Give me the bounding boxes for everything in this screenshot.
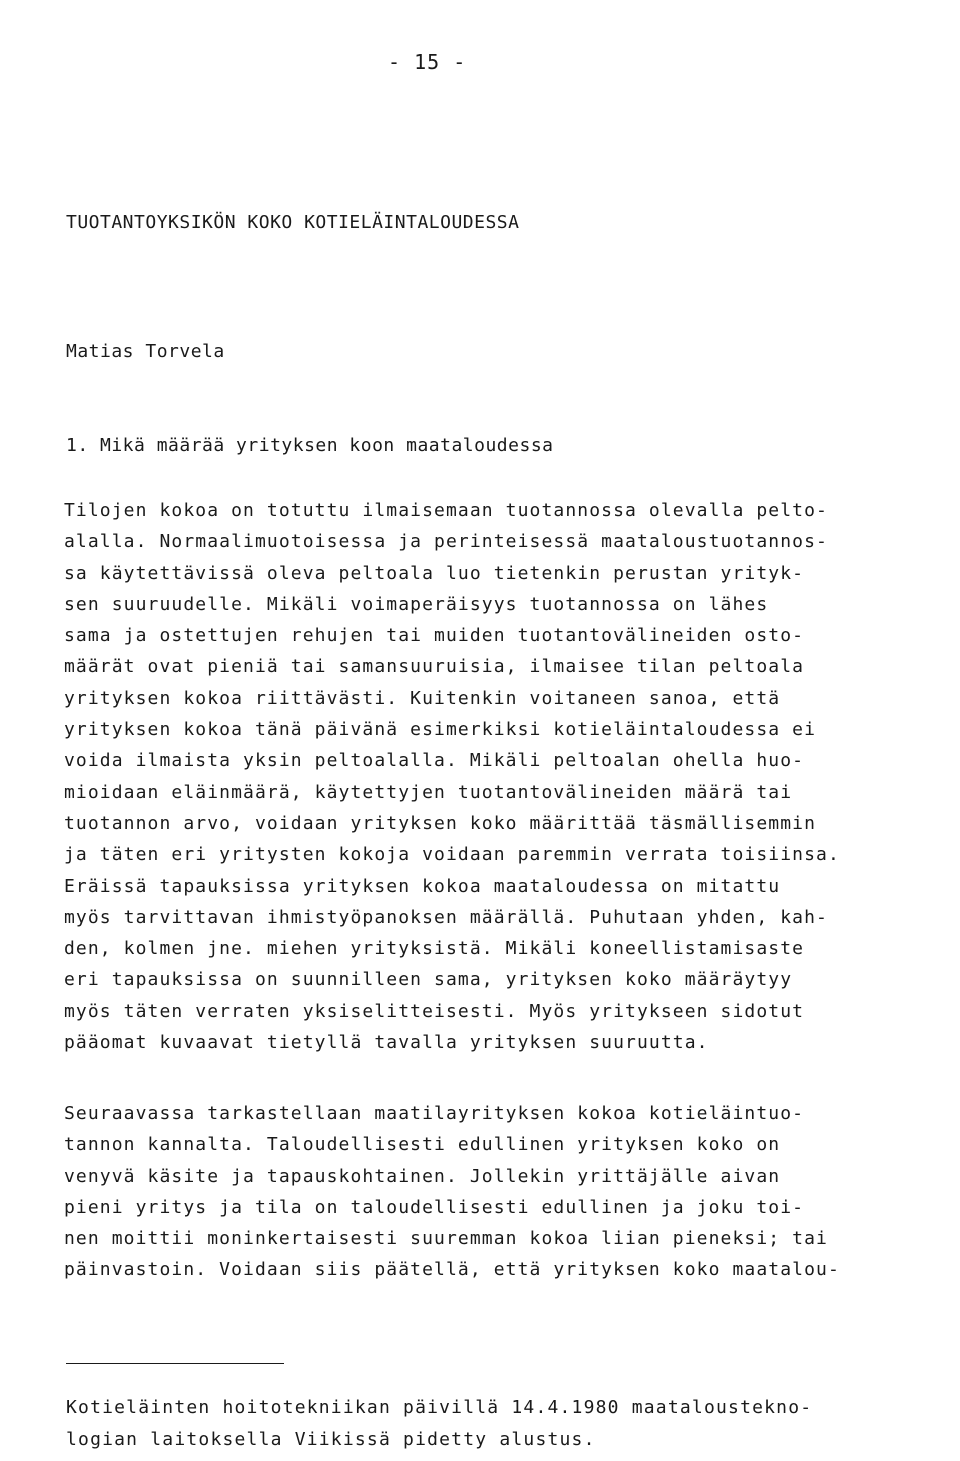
article-title: TUOTANTOYKSIKÖN KOKO KOTIELÄINTALOUDESSA — [66, 212, 520, 233]
text-line: tannon kannalta. Taloudellisesti edullinen yrityksen koko on — [64, 1134, 781, 1156]
text-line: ja täten eri yritysten kokoja voidaan paremmin verrata toisiinsa. — [64, 844, 840, 866]
text-line: eri tapauksissa on suunnilleen sama, yrityksen koko määräytyy — [64, 969, 793, 991]
text-line: tuotannon arvo, voidaan yrityksen koko määrittää täsmällisemmin — [64, 812, 817, 834]
text-line: sen suuruudelle. Mikäli voimaperäisyys tuotannossa on lähes — [64, 593, 769, 615]
text-line: voida ilmaista yksin peltoalalla. Mikäli peltoalan ohella huo- — [64, 750, 805, 772]
body-paragraph-1 — [64, 495, 840, 1058]
text-line: määrät ovat pieniä tai samansuuruisia, ilmaisee tilan peltoala — [64, 656, 805, 678]
text-line: alalla. Normaalimuotoisessa ja perinteisessä maataloustuotannos- — [64, 531, 828, 553]
text-line: pieni yritys ja tila on taloudellisesti edullinen ja joku toi- — [64, 1196, 805, 1218]
text-line: Seuraavassa tarkastellaan maatilayrityksen kokoa kotieläintuo- — [64, 1103, 805, 1124]
text-line: yrityksen kokoa tänä päivänä esimerkiksi kotieläintaloudessa ei — [64, 719, 817, 741]
text-line: Tilojen kokoa on totuttu ilmaisemaan tuotannossa olevalla pelto- — [64, 500, 828, 521]
text-line: Eräissä tapauksissa yrityksen kokoa maataloudessa on mitattu — [64, 875, 781, 897]
text-line: pääomat kuvaavat tietyllä tavalla yrityksen suuruutta. — [64, 1032, 709, 1054]
page-number: - 15 - — [388, 50, 467, 74]
footnote — [66, 1392, 812, 1456]
text-line: sama ja ostettujen rehujen tai muiden tuotantovälineiden osto- — [64, 625, 805, 647]
section-heading: 1. Mikä määrää yrityksen koon maataloudessa — [66, 435, 554, 456]
footnote-divider — [66, 1363, 284, 1364]
footnote-line: logian laitoksella Viikissä pidetty alustus. — [66, 1429, 596, 1450]
text-line: myös täten verraten yksiselitteisesti. Myös yritykseen sidotut — [64, 1000, 805, 1022]
author-name: Matias Torvela — [66, 341, 225, 362]
text-line: päinvastoin. Voidaan siis päätellä, että yrityksen koko maatalou- — [64, 1259, 840, 1281]
text-line: yrityksen kokoa riittävästi. Kuitenkin voitaneen sanoa, että — [64, 687, 781, 709]
text-line: sa käytettävissä oleva peltoala luo tietenkin perustan yrityk- — [64, 562, 805, 584]
text-line: myös tarvittavan ihmistyöpanoksen määrällä. Puhutaan yhden, kah- — [64, 906, 828, 928]
text-line: mioidaan eläinmäärä, käytettyjen tuotantovälineiden määrä tai — [64, 781, 793, 803]
body-paragraph-2 — [64, 1098, 840, 1286]
footnote-line: Kotieläinten hoitotekniikan päivillä 14.4.1980 maatalousteknо- — [66, 1397, 813, 1418]
text-line: nen moittii moninkertaisesti suuremman kokoa liian pieneksi; tai — [64, 1228, 828, 1250]
text-line: den, kolmen jne. miehen yrityksistä. Mikäli koneellistamisaste — [64, 938, 805, 960]
text-line: venyvä käsite ja tapauskohtainen. Jollekin yrittäjälle aivan — [64, 1165, 781, 1187]
